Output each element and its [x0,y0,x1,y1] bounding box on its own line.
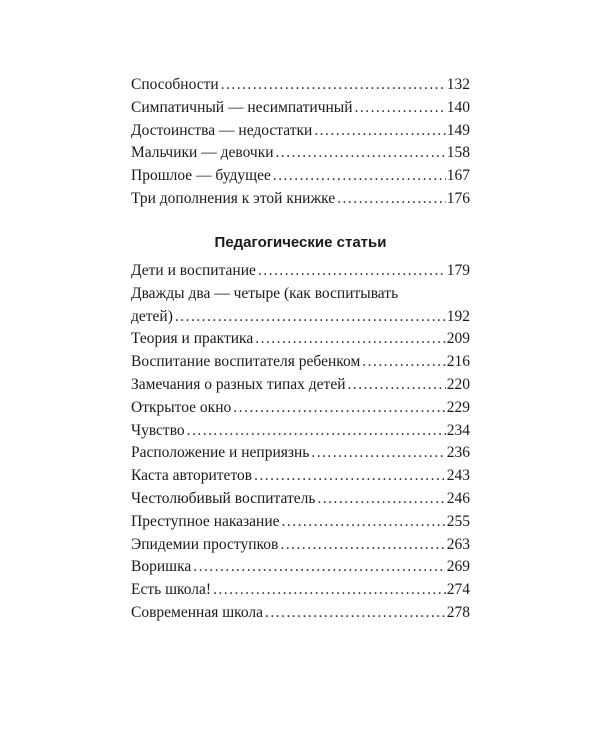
toc-entry-title: Воспитание воспитателя ребенком [131,353,361,371]
toc-leader-dots [211,579,446,602]
toc-entry-page: 236 [446,444,470,462]
toc-leader-dots [346,374,446,397]
toc-entry-page: 278 [446,603,470,621]
toc-leader-dots [274,142,446,165]
toc-entry-page: 216 [446,353,470,371]
toc-entry [131,488,470,511]
toc-entry-title: Чувство [131,421,185,439]
toc-entry [131,165,470,188]
toc-leader-dots [335,188,446,211]
toc-leader-dots [278,534,445,557]
toc-leader-dots [253,328,446,351]
toc-leader-dots [191,556,446,579]
toc-entry-title: Расположение и неприязнь [131,444,310,462]
toc-entry [131,97,470,120]
toc-entry-title-line1: Дважды два — четыре (как воспитывать [131,284,399,302]
toc-leader-dots [173,306,446,329]
toc-leader-dots [263,602,446,625]
toc-leader-dots [231,397,445,420]
toc-leader-dots [309,442,445,465]
toc-entry-title: Теория и практика [131,330,254,348]
toc-entry [131,120,470,143]
toc-entry-page: 274 [446,581,470,599]
toc-entry [131,374,470,397]
toc-entry [131,556,470,579]
toc-entry-page: 149 [446,121,470,139]
toc-entry-page: 132 [446,76,470,93]
toc-entry [131,260,470,283]
toc-entry-title: Симпатичный — несимпатичный [131,98,353,116]
toc-entry-page: 229 [446,398,470,416]
toc-entry [131,465,470,488]
toc-leader-dots [315,488,445,511]
toc-entry-page: 243 [446,467,470,485]
toc-entry-title: Прошлое — будущее [131,167,271,185]
toc-entry [131,74,470,97]
toc-entry-page: 140 [446,98,470,116]
toc-leader-dots [360,351,445,374]
toc-entry-line2 [131,306,470,329]
toc-leader-dots [280,511,446,534]
toc-entry [131,351,470,374]
toc-entry-page: 209 [446,330,470,348]
toc-entry-page: 192 [446,307,470,325]
toc-entry-title: Честолюбивый воспитатель [131,489,316,507]
toc-leader-dots [219,74,446,97]
toc-entry-title: Три дополнения к этой книжке [131,189,336,207]
toc-leader-dots [353,97,446,120]
toc-entry [131,328,470,351]
toc-entry [131,602,470,625]
toc-entry-page: 255 [446,512,470,530]
toc-section-one [131,74,470,211]
toc-entry [131,511,470,534]
toc-entry-title: Способности [131,76,219,93]
toc-entry-page: 269 [446,558,470,576]
toc-entry-title: Каста авторитетов [131,467,253,485]
toc-entry-title: Преступное наказание [131,512,280,530]
toc-entry [131,188,470,211]
toc-entry-page: 179 [446,262,470,279]
toc-section-two [131,260,470,625]
toc-entry-title: Есть школа! [131,581,212,599]
toc-leader-dots [312,120,445,143]
toc-entry-page: 263 [446,535,470,553]
toc-entry-title: Открытое окно [131,398,232,416]
toc-leader-dots [256,260,446,283]
toc-entry-title: Воришка [131,558,192,576]
toc-entry-title: Замечания о разных типах детей [131,375,346,393]
toc-entry-page: 176 [446,189,470,207]
toc-entry-title: Мальчики — девочки [131,144,274,162]
toc-entry-page: 167 [446,167,470,185]
toc-entry-page: 220 [446,375,470,393]
toc-entry-page: 246 [446,489,470,507]
toc-entry [131,420,470,443]
toc-entry [131,534,470,557]
toc-entry-title-line2: детей) [131,307,173,325]
toc-entry [131,442,470,465]
toc-entry [131,397,470,420]
toc-entry-title: Современная школа [131,603,264,621]
toc-entry-page: 234 [446,421,470,439]
toc-leader-dots [185,420,446,443]
toc-entry-page: 158 [446,144,470,162]
toc-entry-title: Эпидемии проступков [131,535,279,553]
toc-entry [131,142,470,165]
toc-leader-dots [271,165,446,188]
section-heading: Педагогические статьи [214,234,387,251]
toc-entry-title: Дети и воспитание [131,262,256,279]
toc-leader-dots [252,465,446,488]
toc-entry-title: Достоинства — недостатки [131,121,313,139]
toc-entry-multiline [131,283,470,329]
toc-entry [131,579,470,602]
